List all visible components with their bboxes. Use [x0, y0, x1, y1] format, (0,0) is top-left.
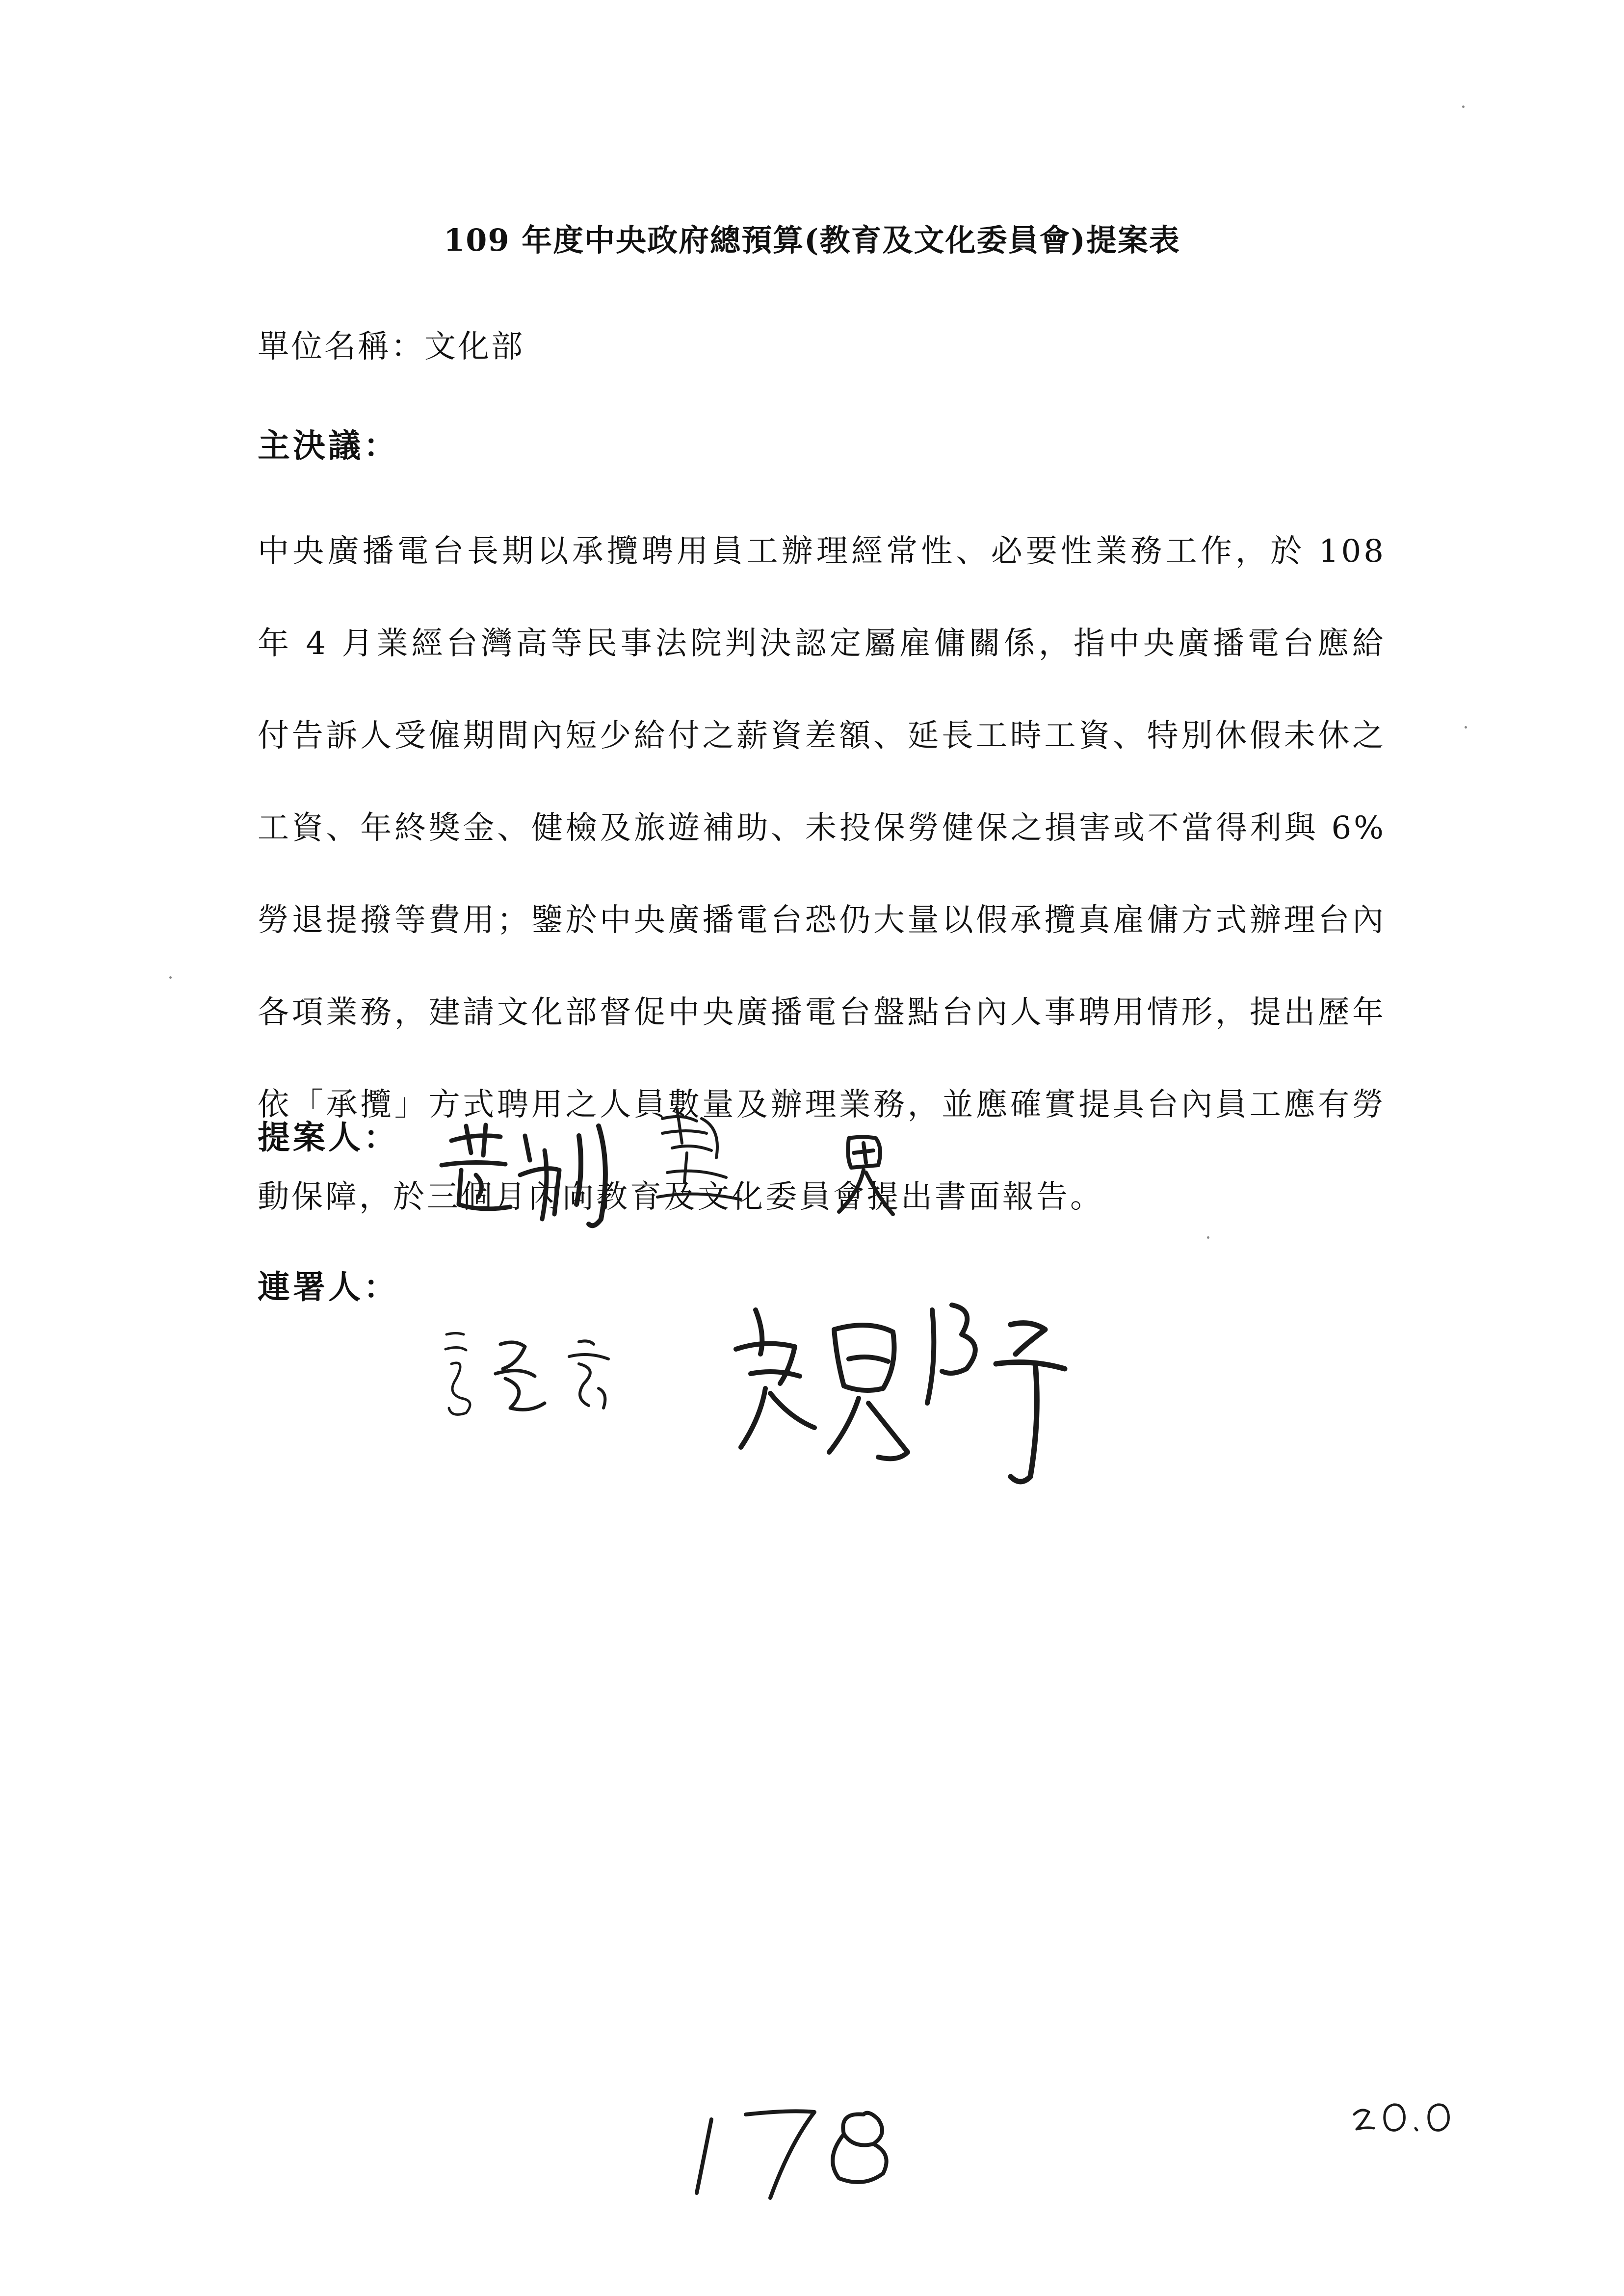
scan-speck: [1207, 1236, 1209, 1239]
cosigner-heading: 連署人：: [258, 1268, 399, 1306]
proposer-signature-2: [643, 1099, 760, 1222]
proposer-signature-1: [432, 1106, 662, 1234]
main-resolution-text: 中央廣播電台長期以承攬聘用員工辦理經常性、必要性業務工作，於 108 年 4 月業經台灣高等民事法院判決認定屬雇傭關係，指中央廣播電台應給付告訴人受僱期間內短少給付之薪資差額、延長工時工資、特別休假未休之工資、年終獎金、健檢及旅遊補助、未投保勞健保之損害或不當得利與 6%勞退提撥等費用；鑒於中央廣播電台恐仍大量以假承攬真雇傭方式辦理台內各項業務，建請文化部督促中央廣播電台盤點台內人事聘用情形，提出歷年依「承攬」方式聘用之人員數量及辦理業務，並應確實提具台內員工應有勞動保障，於三個月內向教育及文化委員會提出書面報告。: [258, 533, 1386, 1215]
handwritten-corner-note: [1344, 2085, 1472, 2144]
main-resolution-heading: 主決議：: [258, 426, 399, 465]
scan-speck: [169, 976, 172, 979]
proposer-heading: 提案人：: [258, 1118, 399, 1156]
scan-speck: [1465, 726, 1467, 729]
document-title: 109 年度中央政府總預算(教育及文化委員會)提案表: [444, 222, 1180, 258]
proposer-signature-3: [824, 1128, 903, 1226]
cosigner-signature-2: [721, 1290, 1084, 1516]
handwritten-page-number: [677, 2085, 913, 2213]
scan-speck: [1462, 105, 1465, 108]
cosigner-signature-1: [432, 1315, 638, 1428]
unit-name: 單位名稱：文化部: [258, 329, 524, 365]
